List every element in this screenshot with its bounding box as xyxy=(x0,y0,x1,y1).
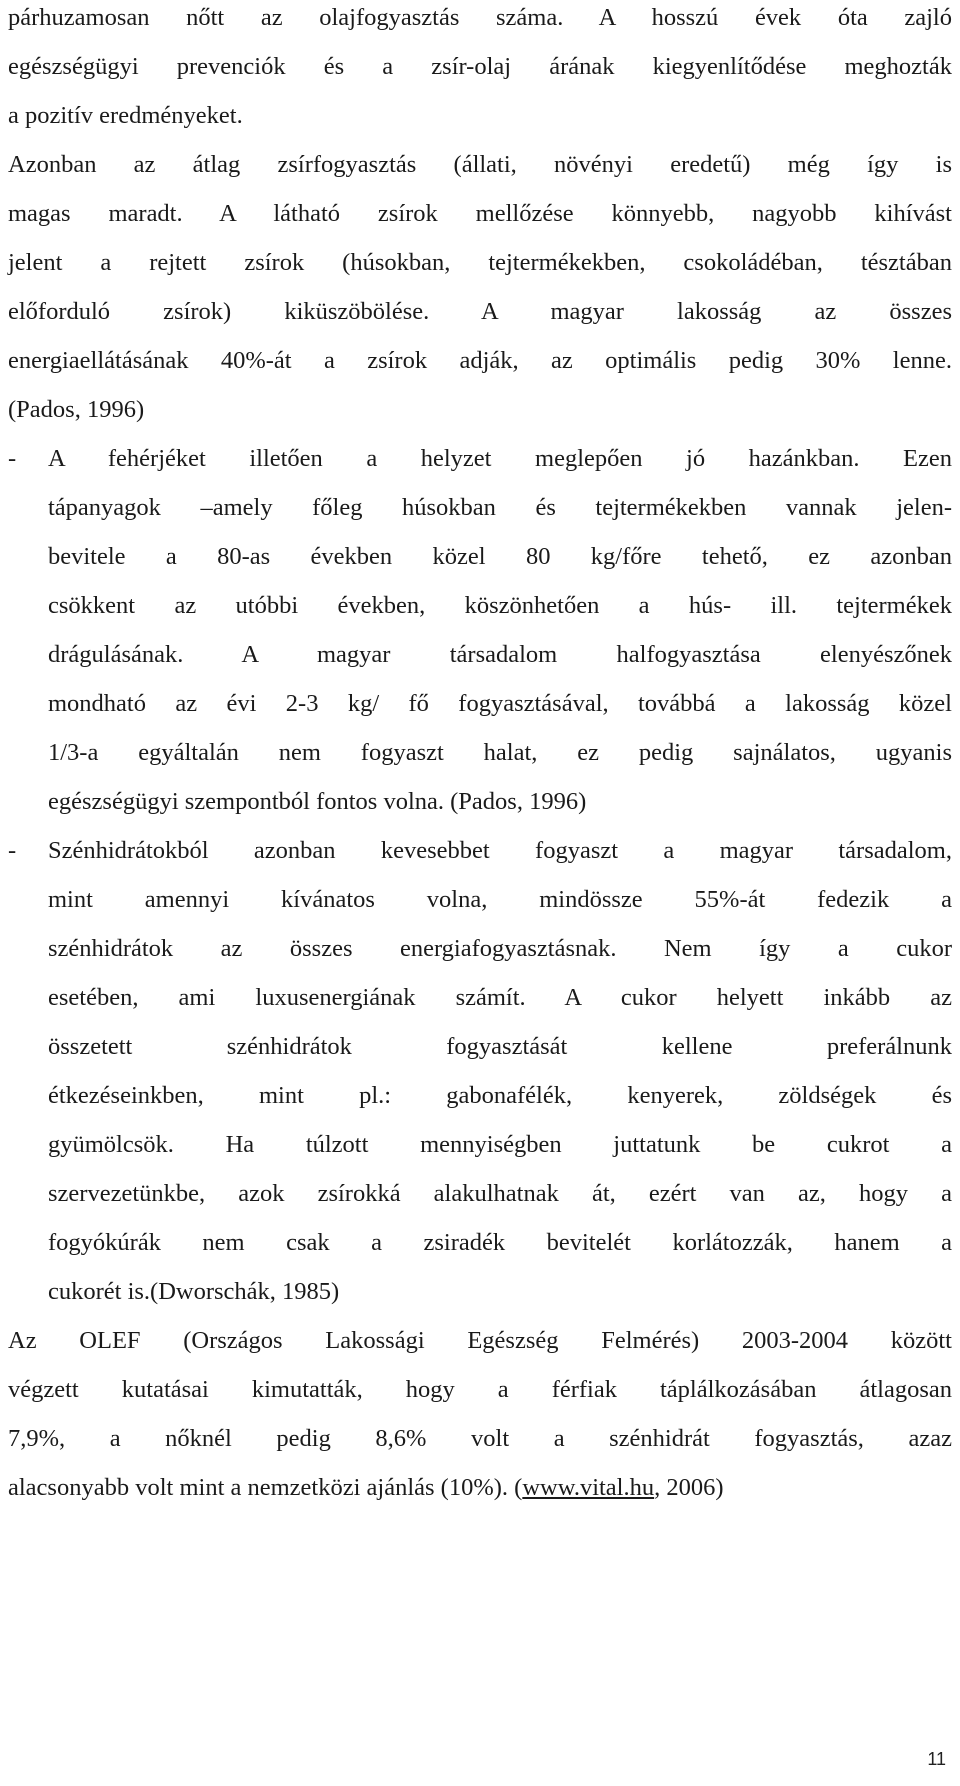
bullet-1-line-8: egészségügyi szempontból fontos volna. (Pados, 1996) xyxy=(48,788,587,815)
bullet-2-line-1: Szénhidrátokból azonban kevesebbet fogyaszt a magyar társadalom, xyxy=(48,837,952,864)
paragraph-3-line-4-text: alacsonyabb volt mint a nemzetközi ajánlás (10%). ( xyxy=(8,1474,523,1501)
bullet-2-line-2: mint amennyi kívánatos volna, mindössze 55%-át fedezik a xyxy=(48,886,952,913)
bullet-1-line-1: A fehérjéket illetően a helyzet meglepően jó hazánkban. Ezen xyxy=(48,445,952,472)
bullet-2-line-6: étkezéseinkben, mint pl.: gabonafélék, kenyerek, zöldségek és xyxy=(48,1082,952,1109)
bullet-2-marker: - xyxy=(8,837,17,864)
bullet-1-line-5: drágulásának. A magyar társadalom halfogyasztása elenyészőnek xyxy=(48,641,952,668)
vital-hu-link[interactable]: www.vital.hu xyxy=(522,1474,655,1501)
bullet-2-line-5: összetett szénhidrátok fogyasztását kellene preferálnunk xyxy=(48,1033,952,1060)
paragraph-3-line-1: Az OLEF (Országos Lakossági Egészség Felmérés) 2003-2004 között xyxy=(8,1327,952,1354)
paragraph-1-line-3: a pozitív eredményeket. xyxy=(8,102,243,129)
paragraph-3-line-3: 7,9%, a nőknél pedig 8,6% volt a szénhidrát fogyasztás, azaz xyxy=(8,1425,952,1452)
paragraph-3-line-2: végzett kutatásai kimutatták, hogy a férfiak táplálkozásában átlagosan xyxy=(8,1376,952,1403)
bullet-1-line-6: mondható az évi 2-3 kg/ fő fogyasztásával, továbbá a lakosság közel xyxy=(48,690,952,717)
paragraph-2-line-1: Azonban az átlag zsírfogyasztás (állati, növényi eredetű) még így is xyxy=(8,151,952,178)
paragraph-2-line-5: energiaellátásának 40%-át a zsírok adják, az optimális pedig 30% lenne. xyxy=(8,347,952,374)
paragraph-3-line-4 xyxy=(8,1473,952,1503)
page-number: 11 xyxy=(927,1749,946,1769)
paragraph-2-line-6: (Pados, 1996) xyxy=(8,396,145,423)
bullet-1-line-7: 1/3-a egyáltalán nem fogyaszt halat, ez pedig sajnálatos, ugyanis xyxy=(48,739,952,766)
bullet-2-line-9: fogyókúrák nem csak a zsiradék bevitelét korlátozzák, hanem a xyxy=(48,1229,952,1256)
bullet-1-line-2: tápanyagok –amely főleg húsokban és tejtermékekben vannak jelen- xyxy=(48,494,952,521)
bullet-2-line-8: szervezetünkbe, azok zsírokká alakulhatnak át, ezért van az, hogy a xyxy=(48,1180,952,1207)
bullet-2-line-10: cukorét is.(Dworschák, 1985) xyxy=(48,1278,340,1305)
paragraph-1-line-2: egészségügyi prevenciók és a zsír-olaj árának kiegyenlítődése meghozták xyxy=(8,53,952,80)
paragraph-2-line-3: jelent a rejtett zsírok (húsokban, tejtermékekben, csokoládéban, tésztában xyxy=(8,249,952,276)
bullet-1-line-3: bevitele a 80-as években közel 80 kg/főre tehető, ez azonban xyxy=(48,543,952,570)
bullet-2-line-3: szénhidrátok az összes energiafogyasztásnak. Nem így a cukor xyxy=(48,935,952,962)
paragraph-1-line-1: párhuzamosan nőtt az olajfogyasztás száma. A hosszú évek óta zajló xyxy=(8,4,952,31)
paragraph-2-line-2: magas maradt. A látható zsírok mellőzése könnyebb, nagyobb kihívást xyxy=(8,200,952,227)
bullet-1-line-4: csökkent az utóbbi években, köszönhetően a hús- ill. tejtermékek xyxy=(48,592,952,619)
bullet-2-line-4: esetében, ami luxusenergiának számít. A cukor helyett inkább az xyxy=(48,984,952,1011)
paragraph-2-line-4: előforduló zsírok) kiküszöbölése. A magyar lakosság az összes xyxy=(8,298,952,325)
bullet-1-marker: - xyxy=(8,445,17,472)
bullet-2-line-7: gyümölcsök. Ha túlzott mennyiségben juttatunk be cukrot a xyxy=(48,1131,952,1158)
paragraph-3-line-4-tail: , 2006) xyxy=(654,1474,724,1501)
